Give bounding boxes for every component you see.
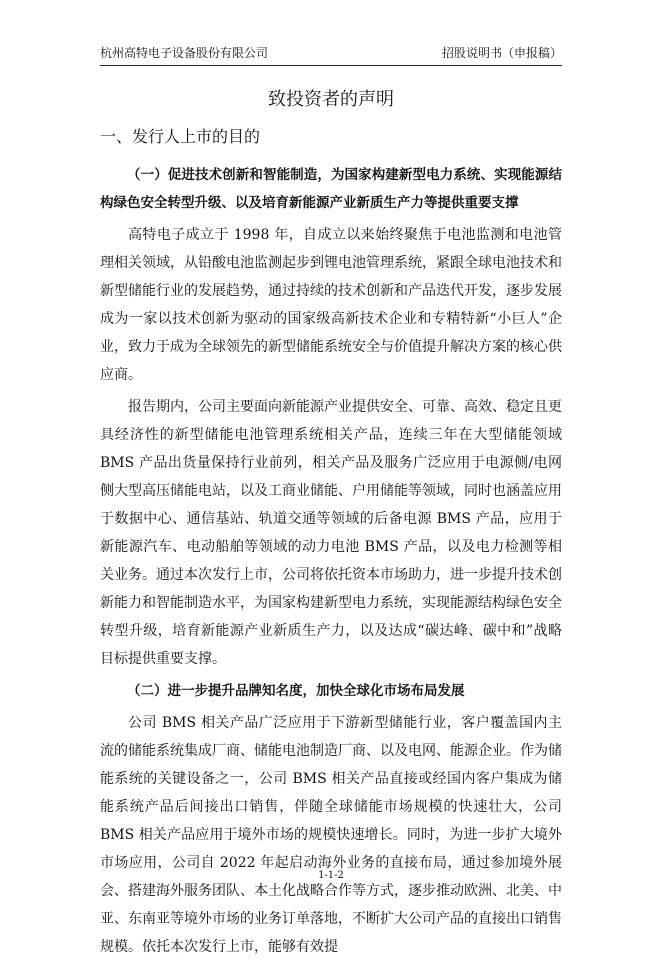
subsection-heading-1: （一）促进技术创新和智能制造，为国家构建新型电力系统、实现能源结构绿色安全转型升级、以及培育新能源产业新质生产力等提供重要支撑 <box>100 167 562 211</box>
page-number: 1-1-2 <box>318 870 344 881</box>
page-title: 致投资者的声明 <box>268 89 394 110</box>
document-type: 招股说明书（申报稿） <box>441 46 562 60</box>
header-divider <box>100 65 562 66</box>
paragraph: 公司 BMS 相关产品广泛应用于下游新型储能行业，客户覆盖国内主流的储能系统集成厂商、储能电池制造厂商、以及电网、能源企业。作为储能系统的关键设备之一，公司 BMS 相关产品直接或经国内客户集成为储能系统产品后间接出口销售，伴随全球储能市场规模的快速壮大，公司 BMS 相关产品应用于境外市场的规模快速增长。同时，为进一步扩大境外市场应用，公司自 2022 年起启动海外业务的直接布局，通过参加境外展会、搭建海外服务团队、本土化战略合作等方式，逐步推动欧洲、北美、中亚、东南亚等境外市场的业务订单落地，不断扩大公司产品的直接出口销售规模。依托本次发行上市，能够有效提 <box>100 715 562 955</box>
section-heading: 一、发行人上市的目的 <box>100 127 261 146</box>
subsection-heading-2: （二）进一步提升品牌知名度，加快全球化市场布局发展 <box>127 683 465 699</box>
page-header <box>100 44 562 64</box>
body-content <box>100 161 562 965</box>
company-name: 杭州高特电子设备股份有限公司 <box>100 46 269 60</box>
paragraph: 报告期内，公司主要面向新能源产业提供安全、可靠、高效、稳定且更具经济性的新型储能电池管理系统相关产品，连续三年在大型储能领域 BMS 产品出货量保持行业前列，相关产品及服务广泛应用于电源侧/电网侧大型高压储能电站，以及工商业储能、户用储能等领域，同时也涵盖应用于数据中心、通信基站、轨道交通等领域的后备电源 BMS 产品，应用于新能源汽车、电动船舶等领域的动力电池 BMS 产品，以及电力检测等相关业务。通过本次发行上市，公司将依托资本市场助力，进一步提升技术创新能力和智能制造水平，为国家构建新型电力系统，实现能源结构绿色安全转型升级，培育新能源产业新质生产力，以及达成“碳达峰、碳中和”战略目标提供重要支撑。 <box>100 399 562 667</box>
paragraph: 高特电子成立于 1998 年，自成立以来始终聚焦于电池监测和电池管理相关领域，从铅酸电池监测起步到锂电池管理系统，紧跟全球电池技术和新型储能行业的发展趋势，通过持续的技术创新和产品迭代开发，逐步发展成为一家以技术创新为驱动的国家级高新技术企业和专精特新“小巨人”企业，致力于成为全球领先的新型储能系统安全与价值提升解决方案的核心供应商。 <box>100 227 562 383</box>
